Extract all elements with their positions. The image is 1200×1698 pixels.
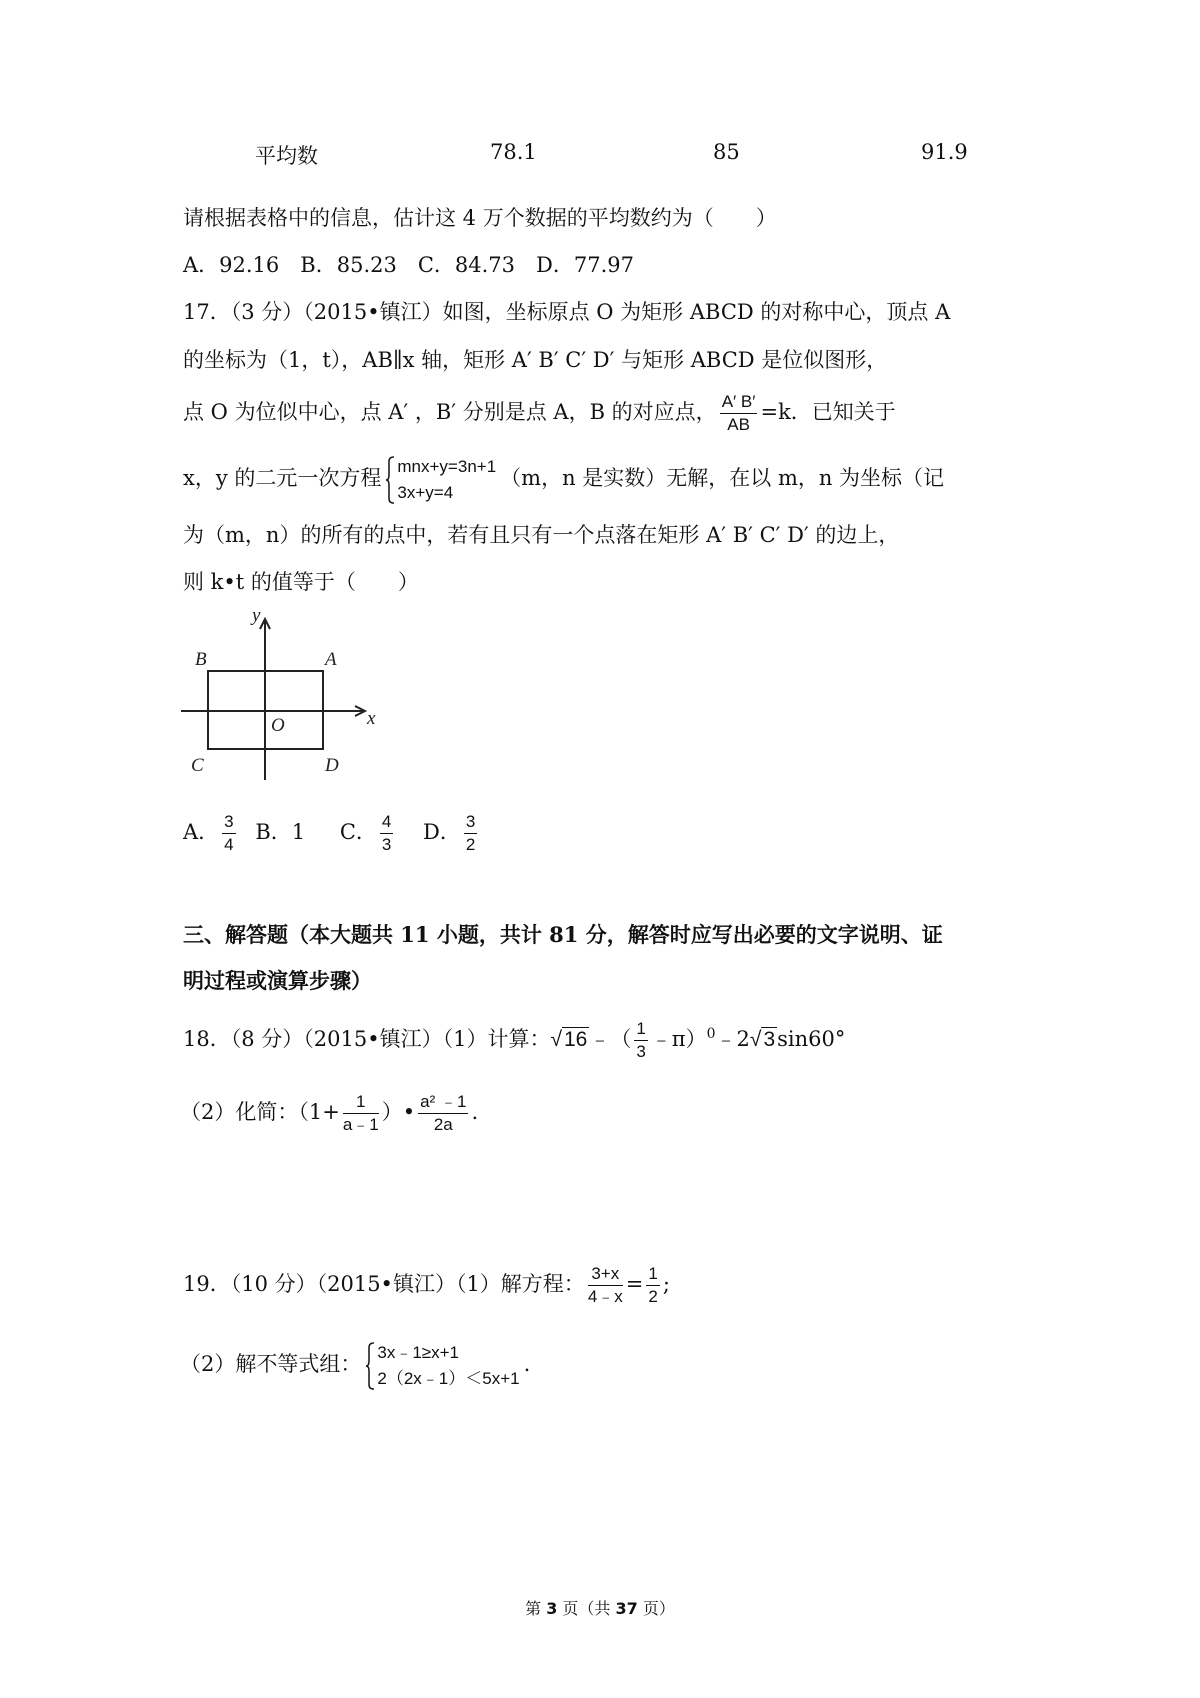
option-a-num: 3 [222, 812, 235, 834]
option-a-fraction [222, 812, 235, 855]
option-d-fraction [464, 812, 477, 855]
left-brace-icon [385, 456, 395, 504]
q18-part2 [180, 1082, 478, 1142]
q19-fraction-2 [646, 1264, 659, 1307]
equation-1: mnx+y=3n+1 [397, 456, 497, 476]
table-cell-value: 91.9 [921, 140, 968, 164]
q18-frac-den: 3 [636, 1042, 646, 1061]
q18-f2-den: 2a [433, 1115, 453, 1134]
q19-f2-den: 2 [648, 1287, 658, 1306]
ratio-fraction [720, 392, 758, 435]
q18-f2-num: a² ﹣1 [418, 1092, 468, 1114]
option-d-num: 3 [464, 812, 477, 834]
q17-line3 [183, 392, 896, 435]
option-d-den: 2 [465, 835, 476, 854]
footer-pre: 第 [525, 1599, 547, 1618]
inequality-2: 2（2x﹣1）＜5x+1 [377, 1368, 520, 1388]
q18-after-frac: ﹣π） [650, 1027, 707, 1051]
inequality-system [365, 1340, 519, 1392]
q18-fraction [634, 1019, 647, 1062]
q17-line3-text: 点 O 为位似中心，点 A′ ，B′ 分别是点 A，B 的对应点， [183, 400, 717, 424]
q19-part1 [183, 1256, 670, 1312]
q17-line3-post: =k．已知关于 [760, 400, 896, 424]
q17-line5: 为（m，n）的所有的点中，若有且只有一个点落在矩形 A′ B′ C′ D′ 的边上， [183, 523, 900, 547]
option-c-label: C． [339, 820, 377, 844]
table-cell-value: 85 [713, 140, 740, 164]
label-y: y [252, 605, 261, 626]
sqrt-3-value: 3 [763, 1028, 776, 1051]
option-c-num: 4 [380, 812, 393, 834]
label-c: C [191, 755, 204, 776]
option-a-label: A． [183, 820, 220, 844]
label-a: A [325, 649, 337, 670]
q17-line2: 的坐标为（1，t），AB∥x 轴，矩形 A′ B′ C′ D′ 与矩形 ABCD 是位似图形， [183, 348, 888, 372]
footer-post: 页） [637, 1599, 675, 1618]
q18-exponent: 0 [706, 1026, 716, 1042]
q18-minus-two: ﹣2 [715, 1027, 750, 1051]
q18-sin: sin60° [777, 1027, 846, 1051]
sqrt-16: √16 [550, 1028, 588, 1051]
q17-line6: 则 k•t 的值等于（ ） [183, 570, 419, 594]
sqrt-16-value: 16 [563, 1028, 588, 1051]
q18-end: . [471, 1100, 479, 1124]
footer-mid: 页（共 [557, 1599, 616, 1618]
label-x: x [367, 708, 376, 729]
q17-line4-text: x，y 的二元一次方程 [183, 466, 382, 490]
option-d-label: D． [423, 820, 461, 844]
q18-mid: ）• [381, 1100, 416, 1124]
q18-part2-fraction-2 [418, 1092, 468, 1135]
label-o: O [271, 715, 285, 736]
q18-f1-num: 1 [343, 1092, 379, 1114]
q18-part2-text: （2）化简：（1+ [180, 1100, 340, 1124]
ratio-denominator: AB [727, 415, 750, 434]
q19-part2-text: （2）解不等式组： [180, 1352, 362, 1376]
q19-eq: = [625, 1272, 644, 1296]
table-cell-label: 平均数 [255, 144, 318, 168]
q18-part2-fraction-1 [343, 1092, 379, 1135]
q19-part1-text: 19．（10 分）（2015•镇江）（1）解方程： [183, 1272, 585, 1296]
equation-2: 3x+y=4 [397, 482, 454, 502]
q19-end2: . [523, 1352, 531, 1376]
q19-f2-num: 1 [646, 1264, 659, 1286]
q19-f1-den: 4﹣x [587, 1287, 623, 1306]
footer-total-pages: 37 [615, 1599, 638, 1618]
label-b: B [195, 649, 207, 670]
q19-end1: ; [662, 1272, 670, 1296]
q17-line1: 17．（3 分）（2015•镇江）如图，坐标原点 O 为矩形 ABCD 的对称中心，顶点 A [183, 300, 951, 324]
option-a-den: 4 [224, 835, 234, 854]
q17-options [183, 805, 480, 859]
q16-prompt: 请根据表格中的信息，估计这 4 万个数据的平均数约为（ ） [183, 206, 777, 230]
option-c-fraction [380, 812, 393, 855]
q18-part1 [183, 1008, 845, 1066]
q18-f1-den: a﹣1 [342, 1115, 379, 1134]
footer-page-number: 3 [546, 1599, 558, 1618]
section-3-heading-line2: 明过程或演算步骤） [183, 968, 372, 993]
option-c-den: 3 [381, 835, 392, 854]
ratio-numerator: A′ B′ [720, 392, 758, 414]
table-row [0, 140, 1200, 172]
table-cell-value: 78.1 [490, 140, 537, 164]
label-d: D [325, 755, 339, 776]
left-brace-icon [365, 1342, 375, 1390]
q19-fraction-1 [588, 1264, 623, 1307]
q18-part1-text: 18．（8 分）（2015•镇江）（1）计算： [183, 1027, 551, 1051]
q18-frac-num: 1 [634, 1019, 647, 1041]
sqrt-3: √3 [749, 1028, 776, 1051]
q18-minus-paren: ﹣（ [589, 1027, 632, 1051]
q17-line4-post: （m，n 是实数）无解，在以 m，n 为坐标（记 [500, 466, 945, 490]
option-b: B．1 [255, 820, 306, 844]
inequality-1: 3x﹣1≥x+1 [377, 1342, 459, 1362]
section-3-heading-line1: 三、解答题（本大题共 11 小题，共计 81 分，解答时应写出必要的文字说明、证 [183, 922, 943, 947]
q16-options: A．92.16 B．85.23 C．84.73 D．77.97 [183, 253, 634, 277]
page-footer [0, 1596, 1200, 1619]
q19-part2 [180, 1332, 530, 1396]
rectangle-coordinate-figure [175, 605, 385, 790]
equation-system [385, 454, 496, 506]
q17-line4 [183, 450, 944, 506]
q19-f1-num: 3+x [588, 1264, 623, 1286]
